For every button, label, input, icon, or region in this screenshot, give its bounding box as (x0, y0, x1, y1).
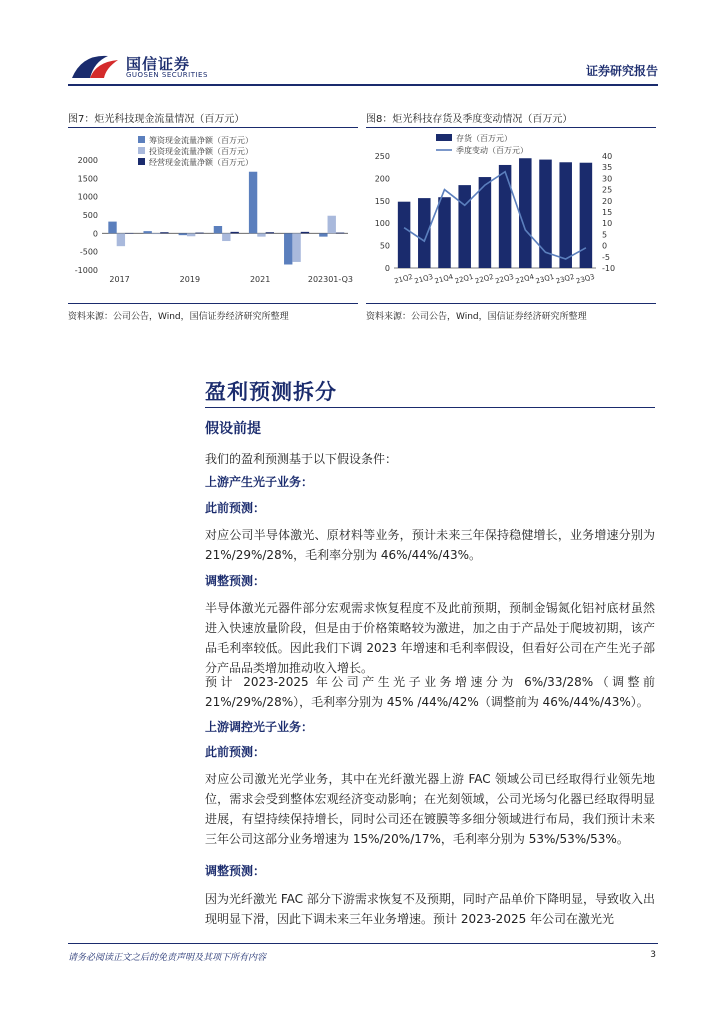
figure-title-divider (68, 127, 358, 128)
x-tick-label: 22Q4 (514, 272, 535, 286)
y-left-tick-label: 250 (374, 152, 390, 161)
bar (301, 232, 309, 233)
legend-swatch (436, 134, 452, 141)
y-tick-label: 2000 (77, 156, 98, 165)
figure-source: 资料来源：公司公告，Wind，国信证券经济研究所整理 (366, 312, 587, 322)
previous-forecast-label: 此前预测： (205, 745, 266, 759)
adjusted-forecast-label: 调整预测： (205, 574, 266, 588)
figure-8 (366, 108, 656, 323)
quarterly-change-line (404, 172, 586, 259)
legend-label: 经营现金流量净额（百万元） (149, 158, 253, 167)
x-tick-label: 21Q3 (413, 272, 434, 286)
y-left-tick-label: 0 (384, 264, 390, 273)
inventory-bar (499, 165, 512, 268)
bar (187, 233, 195, 236)
y-right-tick-label: 25 (602, 185, 613, 195)
y-right-tick-label: -5 (602, 252, 610, 262)
x-tick-label: 22Q1 (454, 272, 475, 286)
x-tick-label: 21Q4 (433, 272, 455, 286)
figure-title: 图7：炬光科技现金流量情况（百万元） (68, 114, 245, 125)
logo-mark-icon (68, 50, 122, 84)
y-right-tick-label: 15 (602, 208, 613, 217)
adjusted-forecast-summary: 预计 2023-2025 年公司产生光子业务增速分为 6%/33/28%（调整前 21%/29%/28%），毛利率分别为 45% /44%/42%（调整前为 46%/44%/43%）。 (205, 675, 655, 709)
bar (143, 231, 151, 233)
x-tick-label: 21Q2 (393, 272, 414, 286)
bar (257, 233, 265, 236)
x-tick-label: 2019 (179, 275, 201, 284)
legend-label: 存货（百万元） (456, 134, 512, 143)
bar (179, 233, 187, 235)
y-tick-label: 0 (92, 229, 98, 239)
intro-paragraph: 我们的盈利预测基于以下假设条件： (205, 452, 398, 466)
bar (160, 232, 168, 233)
legend-label: 季度变动（百万元） (456, 146, 528, 155)
y-right-tick-label: 20 (602, 196, 613, 206)
inventory-chart (366, 130, 656, 302)
figure-title: 图8：炬光科技存货及季度变动情况（百万元） (366, 114, 573, 125)
bar (108, 222, 116, 234)
inventory-bar (519, 158, 532, 268)
logo-text-en: GUOSEN SECURITIES (126, 71, 208, 79)
subsection-title: 假设前提 (205, 421, 261, 437)
footer-disclaimer: 请务必阅读正文之后的免责声明及其项下所有内容 (68, 953, 267, 963)
report-type-label: 证券研究报告 (585, 64, 658, 78)
bar (266, 232, 274, 233)
y-tick-label: 1000 (77, 192, 98, 202)
header-divider (68, 84, 658, 86)
bar (336, 233, 344, 234)
figure-source: 资料来源：公司公告，Wind，国信证券经济研究所整理 (68, 312, 289, 322)
bar (328, 216, 336, 234)
y-left-tick-label: 50 (379, 241, 390, 251)
adjusted-forecast-label: 调整预测： (205, 864, 266, 878)
x-tick-label: 2017 (109, 275, 130, 284)
y-right-tick-label: 0 (602, 241, 608, 251)
bar (125, 233, 133, 234)
y-left-tick-label: 150 (374, 196, 390, 206)
previous-forecast-paragraph: 对应公司半导体激光、原材料等业务，预计未来三年保持稳健增长，业务增速分别为 21%/29%/28%，毛利率分别为 46%/44%/43%。 (205, 528, 655, 562)
page-number: 3 (650, 950, 656, 960)
inventory-bar (559, 162, 572, 268)
bar (117, 233, 125, 246)
figure-source-divider (68, 303, 358, 304)
previous-forecast-label: 此前预测： (205, 501, 266, 515)
section-title: 盈利预测拆分 (205, 380, 337, 404)
bar (319, 233, 327, 236)
figure-title-divider (366, 127, 656, 128)
inventory-bar (580, 163, 593, 268)
inventory-bar (398, 202, 411, 268)
x-tick-label: 23Q2 (555, 272, 576, 286)
inventory-bar (479, 177, 492, 268)
section-divider (205, 407, 655, 408)
footer-divider (68, 943, 658, 944)
y-tick-label: -500 (79, 247, 98, 257)
bar (214, 226, 222, 233)
logo-text-cn: 国信证券 (126, 55, 191, 73)
figure-7 (68, 108, 358, 323)
x-tick-label: 23Q1 (534, 272, 556, 286)
inventory-bar (418, 198, 431, 268)
bar (195, 233, 203, 234)
x-tick-label: 22Q2 (474, 272, 495, 286)
inventory-bar (438, 197, 451, 268)
x-tick-label: 2021 (249, 275, 271, 284)
y-tick-label: -1000 (74, 266, 98, 275)
y-left-tick-label: 100 (374, 219, 390, 229)
control-business-label: 上游调控光子业务： (205, 720, 314, 734)
adjusted-forecast-paragraph: 因为光纤激光 FAC 部分下游需求恢复不及预期，同时产品单价下降明显，导致收入出现明显下滑，因此下调未来三年业务增速。预计 2023-2025 年公司在激光光 (205, 892, 655, 926)
y-tick-label: 500 (82, 211, 98, 220)
figure-source-divider (366, 303, 656, 304)
bar (222, 233, 230, 241)
inventory-bar (458, 185, 471, 268)
legend-swatch (138, 136, 145, 143)
y-right-tick-label: 35 (602, 163, 613, 173)
legend-label: 投资现金流量净额（百万元） (149, 147, 253, 156)
bar (249, 172, 257, 234)
y-right-tick-label: 5 (602, 230, 608, 240)
legend-swatch (138, 147, 145, 154)
x-tick-label: 22Q3 (494, 272, 515, 286)
cashflow-chart (68, 130, 358, 302)
y-right-tick-label: 40 (602, 152, 613, 161)
x-tick-label: 23Q3 (575, 272, 596, 286)
previous-forecast-paragraph: 对应公司激光光学业务，其中在光纤激光器上游 FAC 领域公司已经取得行业领先地位，需求会受到整体宏观经济变动影响；在光刻领域，公司光场匀化器已经取得明显进展，有望持续保持增长，同时公司还在镀膜等多细分领域进行布局，我们预计未来三年公司这部分业务增速为 15%/20%/17%，毛利率分别为 53%/53%/53%。 (205, 772, 655, 846)
legend-label: 筹资现金流量净额（百万元） (149, 136, 253, 145)
page-header (68, 50, 658, 90)
upstream-business-label: 上游产生光子业务： (205, 475, 314, 489)
bar (284, 233, 292, 264)
adjusted-forecast-paragraph: 半导体激光元器件部分宏观需求恢复程度不及此前预期，预制金锡氮化铝衬底材虽然进入快速放量阶段，但是由于价格策略较为激进，加之由于产品处于爬坡初期，该产品毛利率较低。因此我们下调 2023 年增速和毛利率假设，但看好公司在产生光子部分产品品类增加推动收入增长。 (205, 601, 655, 675)
x-tick-label: 202301-Q3 (307, 275, 353, 284)
legend-swatch (138, 158, 145, 165)
y-right-tick-label: 30 (602, 174, 613, 184)
bar (230, 232, 238, 233)
bar (152, 233, 160, 234)
y-right-tick-label: -10 (602, 264, 616, 273)
y-left-tick-label: 200 (374, 174, 390, 184)
y-right-tick-label: 10 (602, 219, 613, 229)
y-tick-label: 1500 (77, 174, 98, 184)
guosen-logo (68, 50, 268, 86)
bar (292, 233, 300, 262)
